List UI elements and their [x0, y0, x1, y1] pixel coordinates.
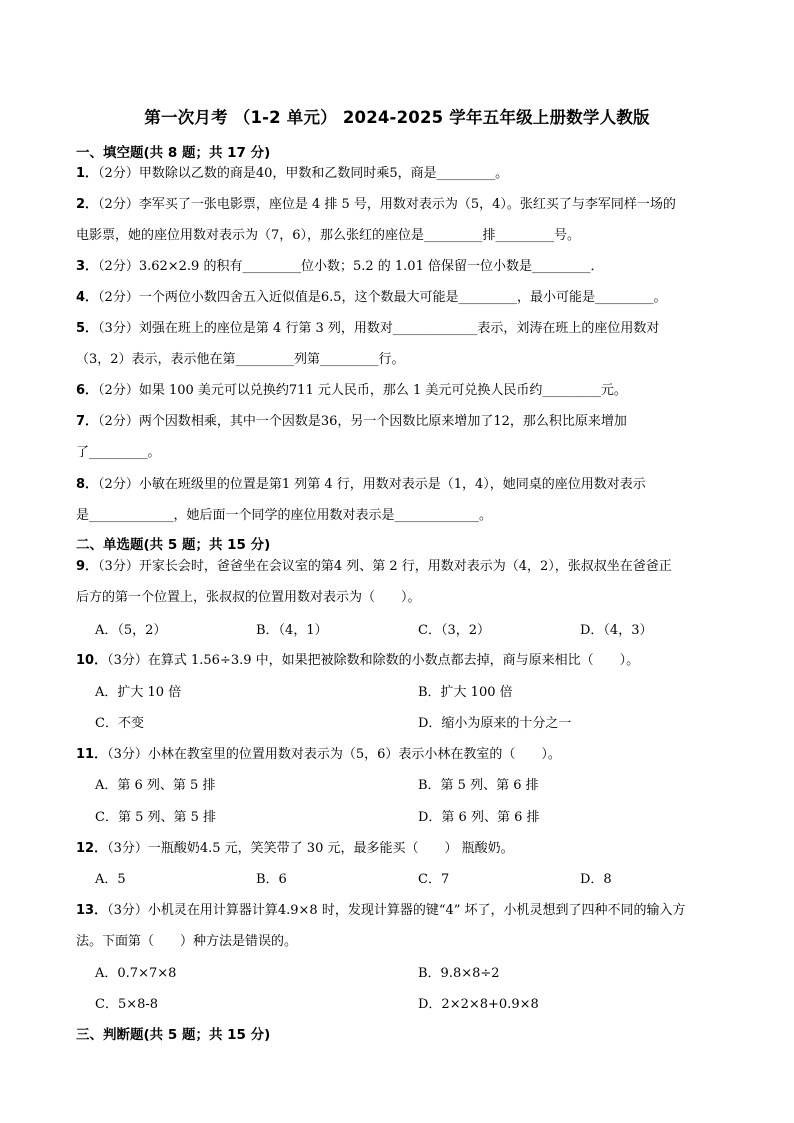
question-9 [76, 558, 726, 576]
question-text: （2分）李军买了一张电影票，座位是 4 排 5 号，用数对表示为（5，4）。张红买了与李军同样一场的 [98, 197, 676, 212]
question-number: 11． [76, 747, 108, 762]
question-7-cont: 了_________。 [76, 445, 161, 460]
option-d: D．（4，3） [580, 623, 653, 638]
option-a: A．（5，2） [95, 623, 167, 638]
option-b: B．扩大 100 倍 [418, 685, 513, 700]
question-5 [76, 320, 726, 338]
question-number: 9． [76, 559, 99, 574]
question-number: 2． [76, 197, 99, 212]
option-a: A．0.7×7×8 [95, 966, 177, 981]
question-13-cont: 法。下面第（ ）种方法是错误的。 [76, 934, 298, 949]
question-number: 6． [76, 383, 99, 398]
option-c: C．（3，2） [418, 623, 490, 638]
option-d: D．2×2×8+0.9×8 [418, 997, 539, 1012]
question-text: （2分）一个两位小数四舍五入近似值是6.5，这个数最大可能是_________，最小可能是_________。 [98, 290, 667, 305]
option-a: A．第 6 列、第 5 排 [95, 778, 216, 793]
question-2-cont: 电影票，她的座位用数对表示为（7，6），那么张红的座位是_________排_________号。 [76, 228, 581, 243]
option-b: B．9.8×8÷2 [418, 966, 500, 981]
question-13 [76, 902, 726, 920]
option-c: C．不变 [95, 716, 144, 731]
question-number: 7． [76, 414, 99, 429]
question-8-cont: 是_____________，她后面一个同学的座位用数对表示是_____________。 [76, 508, 493, 523]
question-7 [76, 413, 726, 431]
question-text: （3分）小机灵在用计算器计算4.9×8 时，发现计算器的键“4” 坏了，小机灵想到了四种不同的输入方 [107, 903, 686, 918]
option-d: D．第 6 列、第 6 排 [418, 810, 540, 825]
question-9-cont: 后方的第一个位置上，张叔叔的位置用数对表示为（ ）。 [76, 590, 421, 605]
option-a: A．扩大 10 倍 [95, 685, 182, 700]
question-text: （2分）小敏在班级里的位置是第1 列第 4 行，用数对表示是（1，4），她同桌的座位用数对表示 [98, 477, 646, 492]
question-11 [76, 746, 726, 764]
question-1 [76, 165, 726, 183]
question-number: 5． [76, 321, 99, 336]
question-6 [76, 382, 726, 400]
question-number: 12． [76, 841, 108, 856]
option-d: D．缩小为原来的十分之一 [418, 716, 572, 731]
section-heading-fill-in: 一、填空题(共 8 题；共 17 分) [76, 145, 271, 161]
question-text: （3分）刘强在班上的座位是第 4 行第 3 列，用数对_____________表示，刘涛在班上的座位用数对 [98, 321, 660, 336]
option-b: B．第 5 列、第 6 排 [418, 778, 539, 793]
section-heading-single-choice: 二、单选题(共 5 题；共 15 分) [76, 537, 271, 553]
question-text: （3分）开家长会时，爸爸坐在会议室的第4 列、第 2 行，用数对表示为（4，2），张叔叔坐在爸爸正 [98, 559, 672, 574]
question-number: 4． [76, 290, 99, 305]
option-b: B．6 [256, 872, 287, 887]
question-5-cont: （3，2）表示，表示他在第_________列第_________行。 [76, 352, 405, 367]
question-4 [76, 289, 726, 307]
question-number: 13． [76, 903, 108, 918]
option-c: C．第 5 列、第 5 排 [95, 810, 217, 825]
question-3 [76, 258, 726, 276]
question-number: 8． [76, 477, 99, 492]
question-number: 3． [76, 259, 99, 274]
question-8 [76, 476, 726, 494]
question-text: （2分）如果 100 美元可以兑换约711 元人民币，那么 1 美元可兑换人民币约_________元。 [98, 383, 627, 398]
question-text: （2分）3.62×2.9 的积有_________位小数；5.2 的 1.01 倍保留一位小数是_________． [98, 259, 604, 274]
option-c: C．5×8-8 [95, 997, 159, 1012]
question-text: （3分）小林在教室里的位置用数对表示为（5，6）表示小林在教室的（ ）。 [107, 747, 561, 762]
question-12 [76, 840, 726, 858]
option-c: C．7 [418, 872, 450, 887]
question-number: 1． [76, 166, 99, 181]
question-10 [76, 652, 726, 670]
question-number: 10． [76, 653, 108, 668]
section-heading-true-false: 三、判断题(共 5 题；共 15 分) [76, 1027, 271, 1043]
question-2 [76, 196, 726, 214]
question-text: （2分）两个因数相乘，其中一个因数是36，另一个因数比原来增加了12，那么积比原来增加 [98, 414, 627, 429]
option-b: B．（4，1） [256, 623, 328, 638]
option-a: A．5 [95, 872, 126, 887]
question-text: （2分）甲数除以乙数的商是40，甲数和乙数同时乘5，商是_________。 [98, 166, 509, 181]
question-text: （3分）在算式 1.56÷3.9 中，如果把被除数和除数的小数点都去掉，商与原来相比（ ）。 [107, 653, 640, 668]
option-d: D．8 [580, 872, 612, 887]
question-text: （3分）一瓶酸奶4.5 元，笑笑带了 30 元，最多能买（ ） 瓶酸奶。 [107, 841, 514, 856]
page-title: 第一次月考 （1-2 单元） 2024-2025 学年五年级上册数学人教版 [144, 108, 650, 127]
